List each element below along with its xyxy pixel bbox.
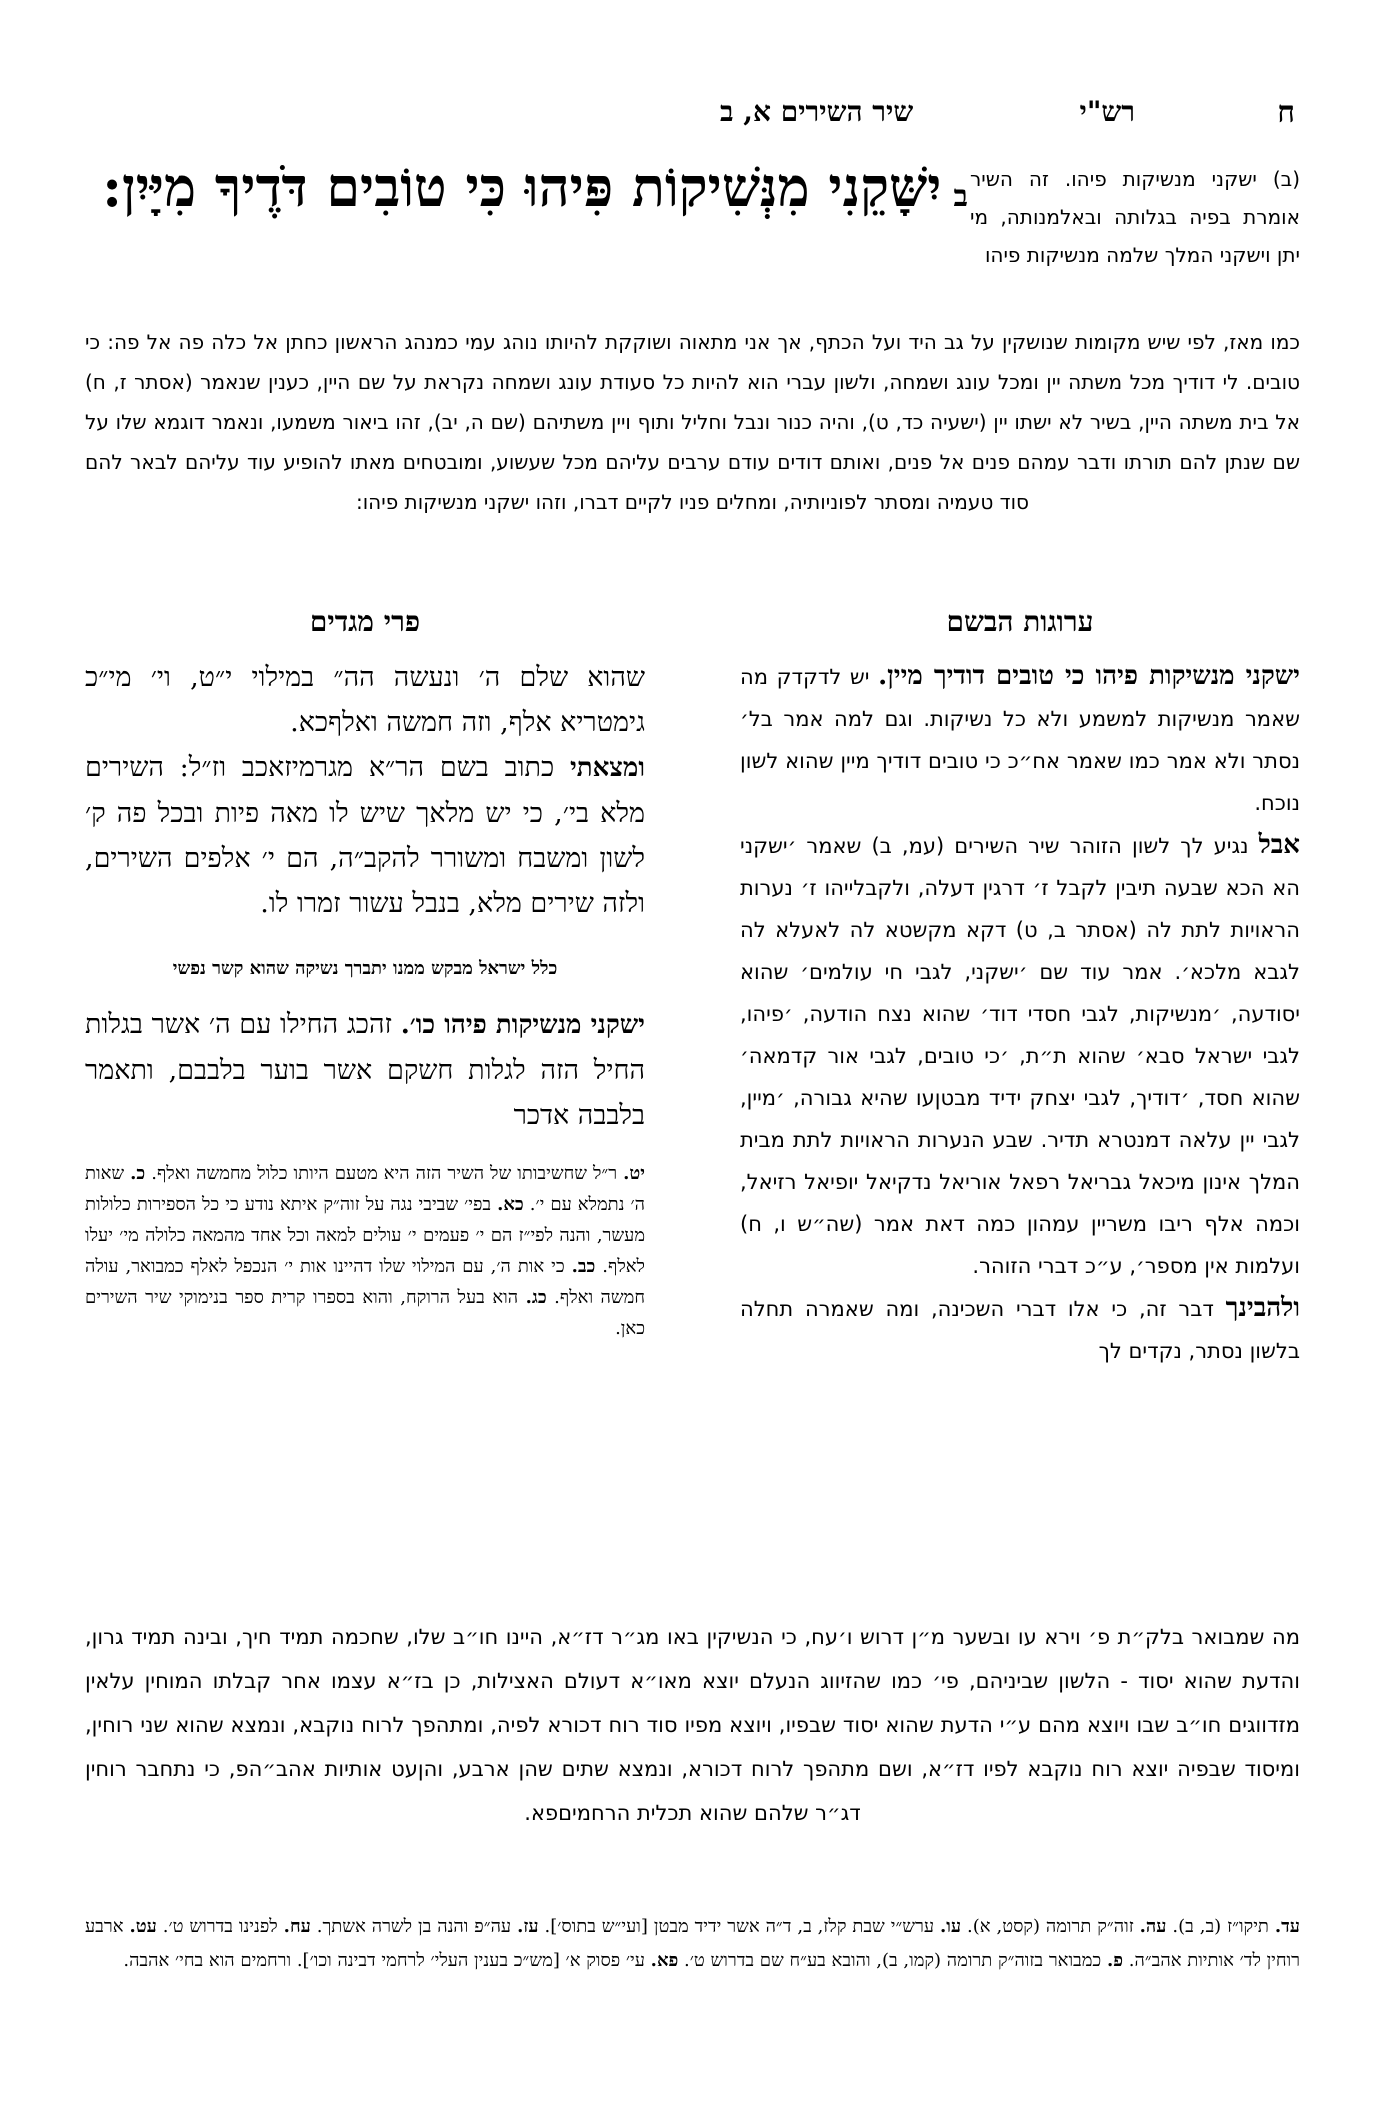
footnote-text: זוה״ק תרומה (קסט, א). [967,1916,1134,1937]
footnote-label: עט. [129,1916,157,1937]
verse-text-block [85,145,985,239]
footnote-text: ארבע רוחין לד׳ אותיות אהב״ה. [85,1916,1300,1971]
pri-megadim-column [85,655,645,1344]
footnote-text: בפי׳ שביבי נגה על זוה״ק איתא נודע כי כל הספירות כלולות מעשר, והנה לפי״ז הם י׳ פעמים י׳ עולים למאה וכל אחד מהמאה כלולה מי׳ יעלו לאלף. [85,1194,645,1277]
footnote-text: עה״פ והנה בן לשרה אשתך. [316,1916,512,1937]
footnote-text: ר״ל שחשיבותו של השיר הזה היא מטעם היותו כלול מחמשה ואלף. [151,1163,618,1184]
lead-words: ישקני מנשיקות פיהו כי טובים דודיך מיין. [878,661,1300,691]
lead-words: ולהבינך [1225,1293,1300,1323]
rashi-commentary-body: כמו מאז, לפי שיש מקומות שנושקין על גב היד ועל הכתף, אך אני מתאוה ושוקקת להיותו נוהג עמי כמנהג הראשון כחתן אל כלה פה אל פה: כי טובים. לי דודיך מכל משתה יין ומכל עונג ושמחה, ולשון עברי הוא להיות כל סעודת עונג ושמחה נקראת על שם היין, כענין שנאמר (אסתר ז, ח) אל בית משתה היין, בשיר לא ישתו יין (ישעיה כד, ט), והיה כנור ונבל וחליל ותוף ויין משתיהם (שם ה, יב), זהו ביאור משמעו, ונאמר דוגמא שלו על שם שנתן להם תורתו ודבר עמהם פנים אל פנים, ואותם דודים עודם ערבים עליהם מכל שעשוע, ומובטחים מאתו להופיע עוד עליהם לבאר להם סוד טעמיה ומסתר לפוניותיה, ומחלים פניו לקיים דברו, וזהו ישקני מנשיקות פיהו: [85,330,1300,514]
footnote-label: פא. [650,1950,679,1971]
lead-words: ומצאתי [569,753,645,783]
footnote-text: לפנינו בדרוש ט׳. [162,1916,278,1937]
footnote-text: כי אות ה׳, עם המילוי שלו דהיינו אות י׳ הנכפל לאלף כמבואר, עולה חמשה ואלף. [85,1256,645,1308]
rashi-commentary-intro: (ב) ישקני מנשיקות פיהו. זה השיר אומרת בפיה בגלותה ובאלמנותה, מי יתן וישקני המלך שלמה מנשיקות פיהו [970,167,1300,267]
lead-words: ישקני מנשיקות פיהו כו׳. [400,1010,645,1040]
footnote-text: עי׳ פסוק א׳ [מש״כ בענין העלי׳ לרחמי דבינה וכו׳]. ורחמים הוא בחי׳ אהבה. [123,1950,645,1971]
footnote-label: עז. [517,1916,539,1937]
verse-text: יִשָּׁקֵנִי מִנְּשִׁיקוֹת פִּיהוּ כִּי טוֹבִים דֹּדֶיךָ מִיָּיִן: [102,155,942,219]
footnote-text: שאות ה׳ נתמלא עם י׳. [85,1163,645,1215]
footnote-label: עה. [1139,1916,1167,1937]
footnote-label: כג. [525,1287,547,1308]
book-reference: שיר השירים א, ב [720,95,914,128]
continued-commentary: מה שמבואר בלק״ת פ׳ וירא עו ובשער מ״ן דרוש ו׳עח, כי הנשיקין באו מג״ר דז״א, היינו חו״ב שלו, שחכמה תמיד חיך, ובינה תמיד גרון, והדעת שהוא יסוד - הלשון שביניהם, פי׳ כמו שהזיווג הנעלם יוצא מאו״א דעולם האצילות, כן בז״א עצמו אחר קבלתו המוחין עלאין מזדווגים חו״ב שבו ויוצא מהם ע״י הדעת שהוא יסוד שבפיו, ויוצא מפיו סוד רוח דכורא לפיה, ומתהפך לרוח נוקבא, ונמצא שהוא שני רוחין, ומיסוד שבפיה יוצא רוח נוקבא לפיו דז״א, ושם מתהפך לרוח דכורא, ונמצא שתים שהן ארבע, והןעט אותיות אהב״הפ, כי נתחבר רוחין דג״ר שלהם שהוא תכלית הרחמיםפא. [85,1625,1300,1825]
page-footnotes [85,1910,1300,1978]
footnote-label: יט. [623,1163,645,1184]
paragraph-text: דבר זה, כי אלו דברי השכינה, ומה שאמרה תחלה בלשון נסתר, נקדים לך [740,1297,1300,1363]
column-footnotes [85,1158,645,1344]
footnote-label: פ. [1106,1950,1124,1971]
paragraph-text: שהוא שלם ה׳ ונעשה הה״ במילוי י״ט, וי׳ מי״כ גימטריא אלף, וזה חמשה ואלףכא. [85,662,645,738]
lead-words: אבל [1258,830,1300,860]
section-subheading: כלל ישראל מבקש ממנו יתברך נשיקה שהוא קשר נפשי [172,958,558,979]
page-number: ח [1277,95,1295,130]
footnote-label: עח. [283,1916,311,1937]
footnote-label: כ. [130,1163,146,1184]
verse-number: ב [953,179,968,214]
page-header [0,95,1385,135]
footnote-text: הוא בעל הרוקח, והוא בספרו קרית ספר בנימוקי שיר השירים כאן. [85,1287,645,1339]
arugot-habosem-column [740,655,1300,1372]
footnote-label: כב. [571,1256,596,1277]
paragraph-text: כתוב בשם הר״א מגרמיזאכב וז״ל: השירים מלא בי׳, כי יש מלאך שיש לו מאה פיות ובכל פה ק׳ לשון ומשבח ומשורר להקב״ה, הם י׳ אלפים השירים, ולזה שירים מלא, בנבל עשור זמרו לו. [85,752,645,919]
paragraph-text: זהכג החילו עם ה׳ אשר בגלות החיל הזה לגלות חשקם אשר בוער בלבבם, ותאמר בלבבה אדכר [85,1009,645,1131]
footnote-label: עו. [940,1916,962,1937]
paragraph-text: נגיע לך לשון הזוהר שיר השירים (עמ, ב) שאמר ׳ישקני הא הכא שבעה תיבין לקבל ז׳ דרגין דעלה, ולקבלייהו ז׳ נערות הראויות לתת לה (אסתר ב, ט) דקא מקשטא לה לאעלא לה לגבא מלכא׳. אמר עוד שם ׳ישקני, לגבי חי עולמים׳ שהוא יסודעה, ׳מנשיקות, לגבי חסדי דוד׳ שהוא נצח הודעה, ׳פיהו, לגבי ישראל סבא׳ שהוא ת״ת, ׳כי טובים, לגבי אור קדמאה׳ שהוא חסד, ׳דודיך, לגבי יצחק ידיד מבטןעו שהיא גבורה, ׳מיין, לגבי יין עלאה דמנטרא תדיר. שבע הנערות הראויות לתת מבית המלך אינון מיכאל גבריאל רפאל אוריאל נדקיאל יופיאל רזיאל, וכמה אלף ריבו משריין עמהון כמה דאת אמר (שה״ש ו, ח) ועלמות אין מספר׳, ע״כ דברי הזוהר. [740,834,1300,1278]
arugot-habosem-title: ערוגות הבשם [946,605,1094,638]
footnote-label: עד. [1274,1916,1300,1937]
footnote-label: כא. [497,1194,524,1215]
rashi-header-label: רש"י [1079,95,1135,128]
footnote-text: תיקו״ז (ב, ב). [1172,1916,1269,1937]
paragraph-text: יש לדקדק מה שאמר מנשיקות למשמע ולא כל נשיקות. וגם למה אמר בל׳ נסתר ולא אמר כמו שאמר אח״כ כי טובים דודיך מיין שהוא לשון נוכח. [740,665,1300,815]
footnote-text: ערש״י שבת קלז, ב, ד״ה אשר ידיד מבטן [ועי״ש בתוס׳]. [544,1916,935,1937]
pri-megadim-title: פרי מגדים [309,605,421,638]
footnote-text: כמבואר בזוה״ק תרומה (קמו, ב), והובא בע״ח שם בדרוש ט׳. [684,1950,1102,1971]
